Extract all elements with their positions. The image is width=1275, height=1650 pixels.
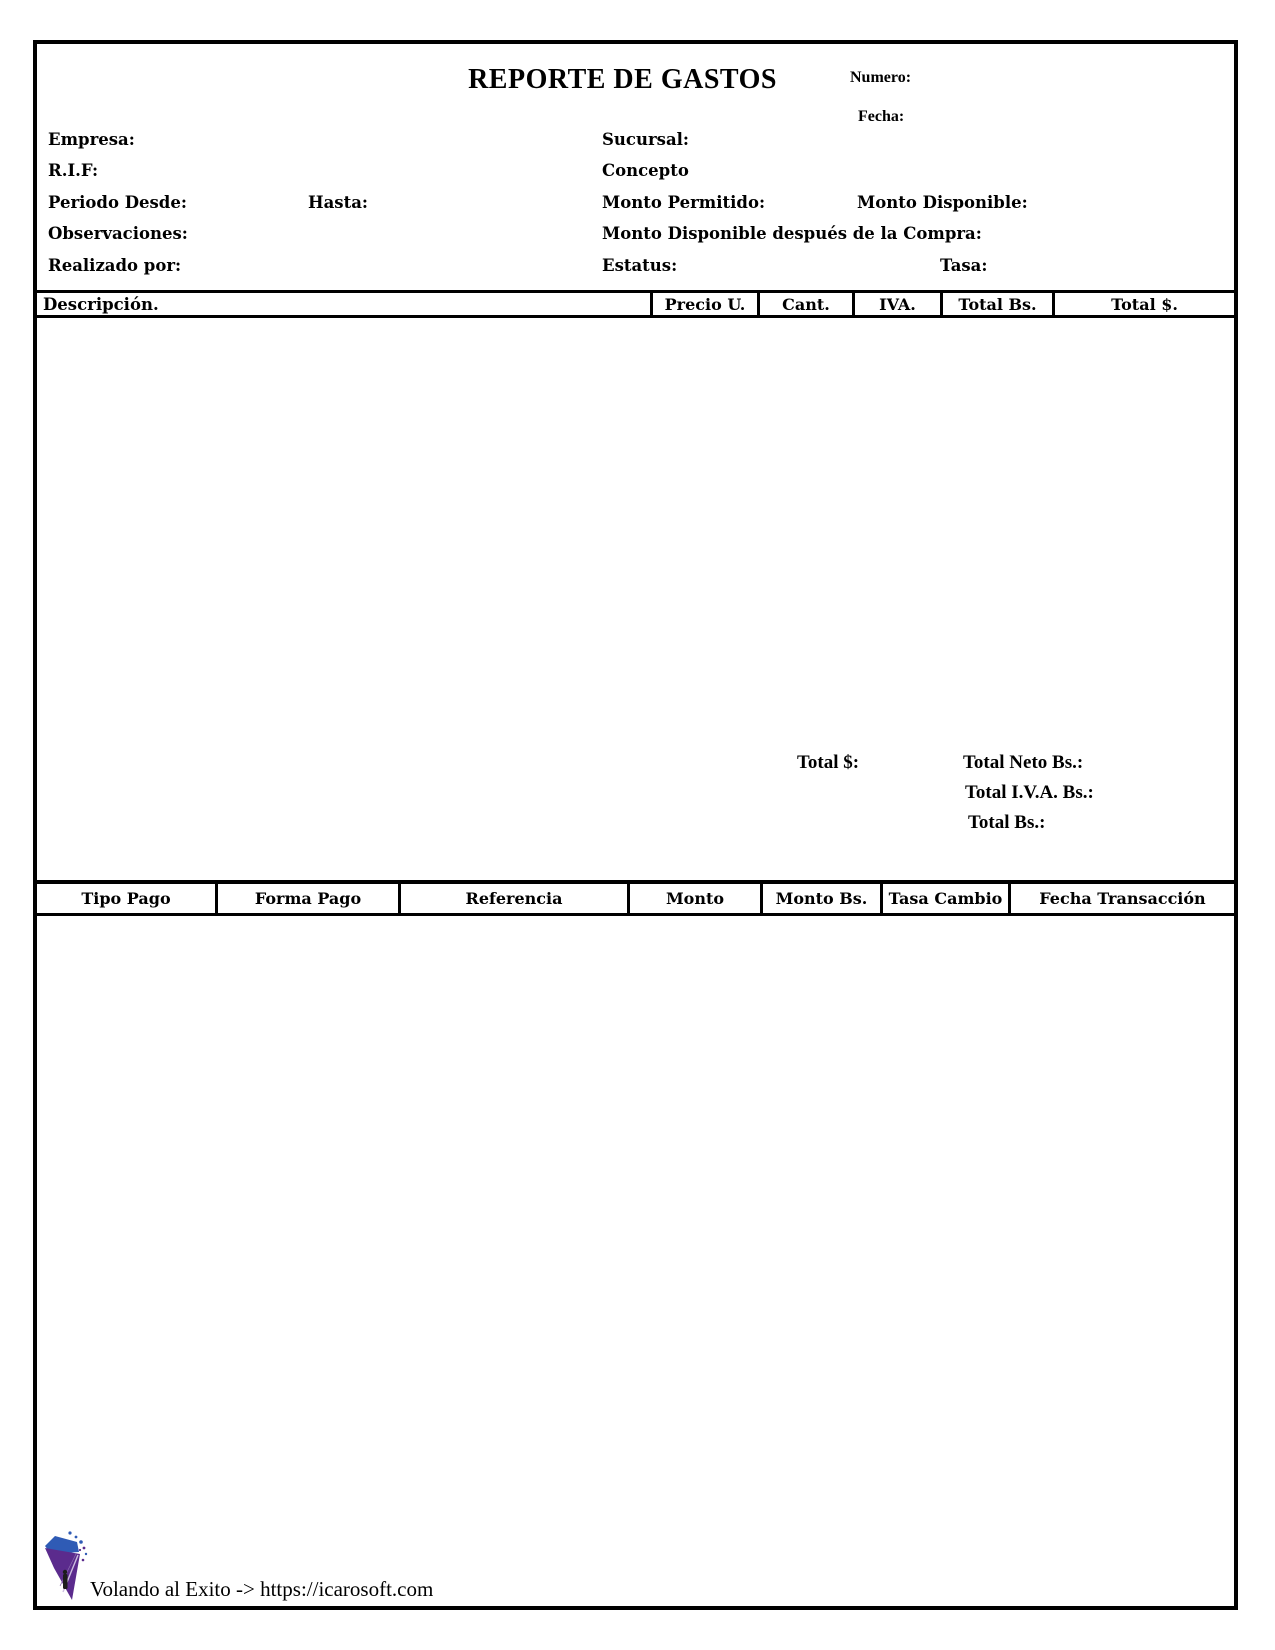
payments-table-header [37, 880, 1234, 916]
estatus-label: Estatus: [602, 256, 678, 275]
total-usd-label: Total $: [797, 752, 860, 773]
items-col-total-bs: Total Bs. [940, 293, 1052, 315]
items-table-header [37, 290, 1234, 318]
total-iva-bs-label: Total I.V.A. Bs.: [965, 782, 1094, 803]
periodo-desde-label: Periodo Desde: [48, 193, 187, 212]
pay-col-fecha-transaccion: Fecha Transacción [1008, 884, 1234, 913]
hasta-label: Hasta: [308, 193, 368, 212]
items-col-total-usd: Total $. [1052, 293, 1234, 315]
pay-col-monto-bs: Monto Bs. [760, 884, 880, 913]
items-col-cant: Cant. [757, 293, 852, 315]
empresa-label: Empresa: [48, 130, 135, 149]
footer-tagline: Volando al Exito -> https://icarosoft.com [90, 1577, 434, 1601]
sucursal-label: Sucursal: [602, 130, 689, 149]
total-neto-bs-label: Total Neto Bs.: [963, 752, 1084, 773]
pay-col-forma-pago: Forma Pago [215, 884, 398, 913]
observaciones-label: Observaciones: [48, 224, 188, 243]
items-col-precio-u: Precio U. [650, 293, 757, 315]
items-col-iva: IVA. [852, 293, 940, 315]
concepto-label: Concepto [602, 161, 689, 180]
pay-col-tipo-pago: Tipo Pago [81, 889, 171, 908]
monto-permitido-label: Monto Permitido: [602, 193, 766, 212]
payments-table-body [37, 919, 1234, 1524]
numero-label: Numero: [850, 69, 912, 86]
fecha-label: Fecha: [858, 108, 905, 125]
items-col-descripcion: Descripción. [43, 294, 159, 314]
tasa-label: Tasa: [940, 256, 988, 275]
monto-disponible-label: Monto Disponible: [857, 193, 1028, 212]
pay-col-tasa-cambio: Tasa Cambio [880, 884, 1008, 913]
total-bs-label: Total Bs.: [968, 812, 1046, 833]
monto-disponible-despues-label: Monto Disponible después de la Compra: [602, 224, 982, 243]
pay-col-monto: Monto [627, 884, 760, 913]
realizado-por-label: Realizado por: [48, 256, 182, 275]
pay-col-referencia: Referencia [398, 884, 627, 913]
icarosoft-logo-icon [43, 1530, 89, 1602]
report-sheet [33, 40, 1238, 1610]
report-title: REPORTE DE GASTOS [468, 64, 777, 95]
rif-label: R.I.F: [48, 161, 99, 180]
